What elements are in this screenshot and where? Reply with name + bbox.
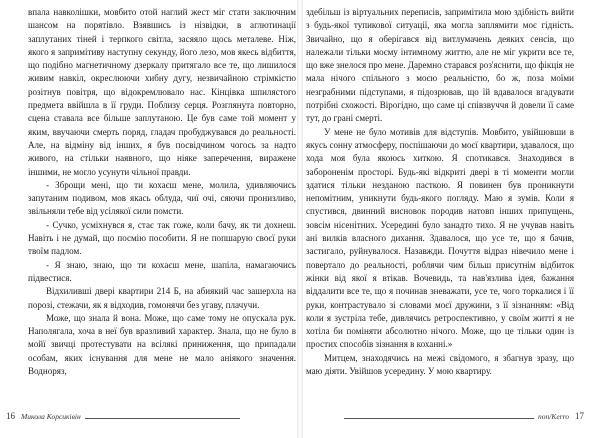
right-page-text (306, 6, 574, 406)
paragraph: - Я знаю, знаю, що ти кохаєш мене, шапіла, намагаючись підвестися. (28, 259, 296, 283)
paragraph: впала навколішки, мовбито отой наглий жест міг стати заключним шансом на порятівло. Взявшись із нізвідки, в аглютинації заплутаних тіней і терпкого світла, засяяло щось метaлеве. Ніж, якого я запримітиву наступну секунду, його лезо, мов якесь відбиття, що подібно магнетичному дзеркалу притягало все те, що лишилося живим навкіл, окреслюючи хибну дугу, незвичайною стрімкістю розітнув повітря, що відокремлювало нас. Кінцівка шпилястого предмета ввійшла в її груди. Поблизу серця. Розглянута повторно, сцена ставала все більше заплутаною. Це був саме той момент у яким, ввучаючи смерть поряд, гладач пробуджувався до реальності. Але, на відміну від інших, я був посвідчином чогось за надто живого, на стільки наявного, що ніяке заперечення, виражене іншими, не могло усунути чільної правди. (28, 7, 296, 177)
paragraph: - Зброщи мені, що ти кохаєш мене, молила, удивляючись запутаним подивом, мов якась облуда, чиї очі, сяючи пронизливо, звільняли тебе від усілякої сили помсти. (28, 179, 296, 217)
paragraph: здебільш із віртуальних переписів, запримітила мою здібність вийти з будь-якої тупикової ситуації, яка могла заплямити моє гідність. Звичайно, що я оберігався від витлумачень деяких сенсів, що належали тільки моєму інтимному життю, але не міг укрити все те, що вже знелося про мене. Даремно старався роз'яснити, що фікція не мала нічого спільного з моєю реальністю, бо ж, поза моїми незграбними підступами, я підозрював, що їй вдавалося вгадувати потрібні схожості. Вірогідно, що саме ці співзвуччя й довели її саме тут, до грані смерті. (306, 7, 574, 124)
paragraph: Може, що знала й вона. Може, що саме тому не опускала рук. Наполягала, хоча в неї був вразливий характер. Знала, що не було в мойї звичці протестувати на всілякі приниження, що припадали особам, яких існування для мене не мало аніякого значення. Водноряз, (28, 312, 296, 377)
left-page-text (28, 6, 296, 406)
paragraph: Митцем, знаходячись на межі свідомого, я збагнув зразу, що маю діяти. Увійшов усередину. У мою квартиру. (306, 352, 574, 377)
left-page-footer (6, 411, 240, 421)
right-page-number: 17 (575, 411, 584, 421)
right-running-title: non/Kerro (538, 412, 569, 421)
left-page-number: 16 (6, 411, 15, 421)
right-page-footer (344, 411, 584, 421)
paragraph: Відхилившi двері квартири 214 Б, на абиякий час зашерхла на порозі, стежачи, як я відходив, гомонячи без угаву, плачучи. (28, 286, 296, 310)
left-running-title: Микола Корсиківін (21, 412, 81, 421)
paragraph: - Сучко, усміхнувся я, стає так гоже, коли бачу, як ти дохнеш. Навіть і не думай, що посмію пособити. Я не попшарую своєї руки твоїм падлом. (28, 219, 296, 257)
left-footer-rule (85, 418, 240, 419)
paragraph: У мене не було мотивів для відступів. Мовбито, увійшовши в якусь сонну атмосферу, поспішаючи до моєї квартири, здавалося, що хода моя була якоюсь хиткою. Я спотикався. Знаходився в забороненім просторі. Будь-які відкриті двері в ті моменти могли здатися тільки незданою пасткою. Я повинен був проникнути непомітним, уникнути будь-якого погляду. Маю я зумів. Коли я спустився, двинний висновок породив натовп інших припущень, зовсім нісенітних. Усередині було занадто тихо. Я не учував навіть ані вилків власного дихання. Здавалося, що усе те, що я бачив, застигало, руйнувалося. Назавжди. Почуття відраз нівечило мене і повертало до реальності, роблячи чим більш присутнім відбиток жінки від якої я втікав. Вочевидь, та нав'язлива ідея, бажання віддалити все те, що я починав зневажати, усе те, чого торкалися і її руки, контрастувало зі словами моєї дружини, з її зізнанням: «Від коли я зустріла тебе, дивлячись ретроспективно, у своїм житті я не хотіла би поміняти абсолютно нічого. Може, що це тільки один із простих способів зізнання в коханні.» (306, 126, 574, 350)
right-footer-rule (344, 418, 534, 419)
book-gutter (297, 0, 303, 438)
